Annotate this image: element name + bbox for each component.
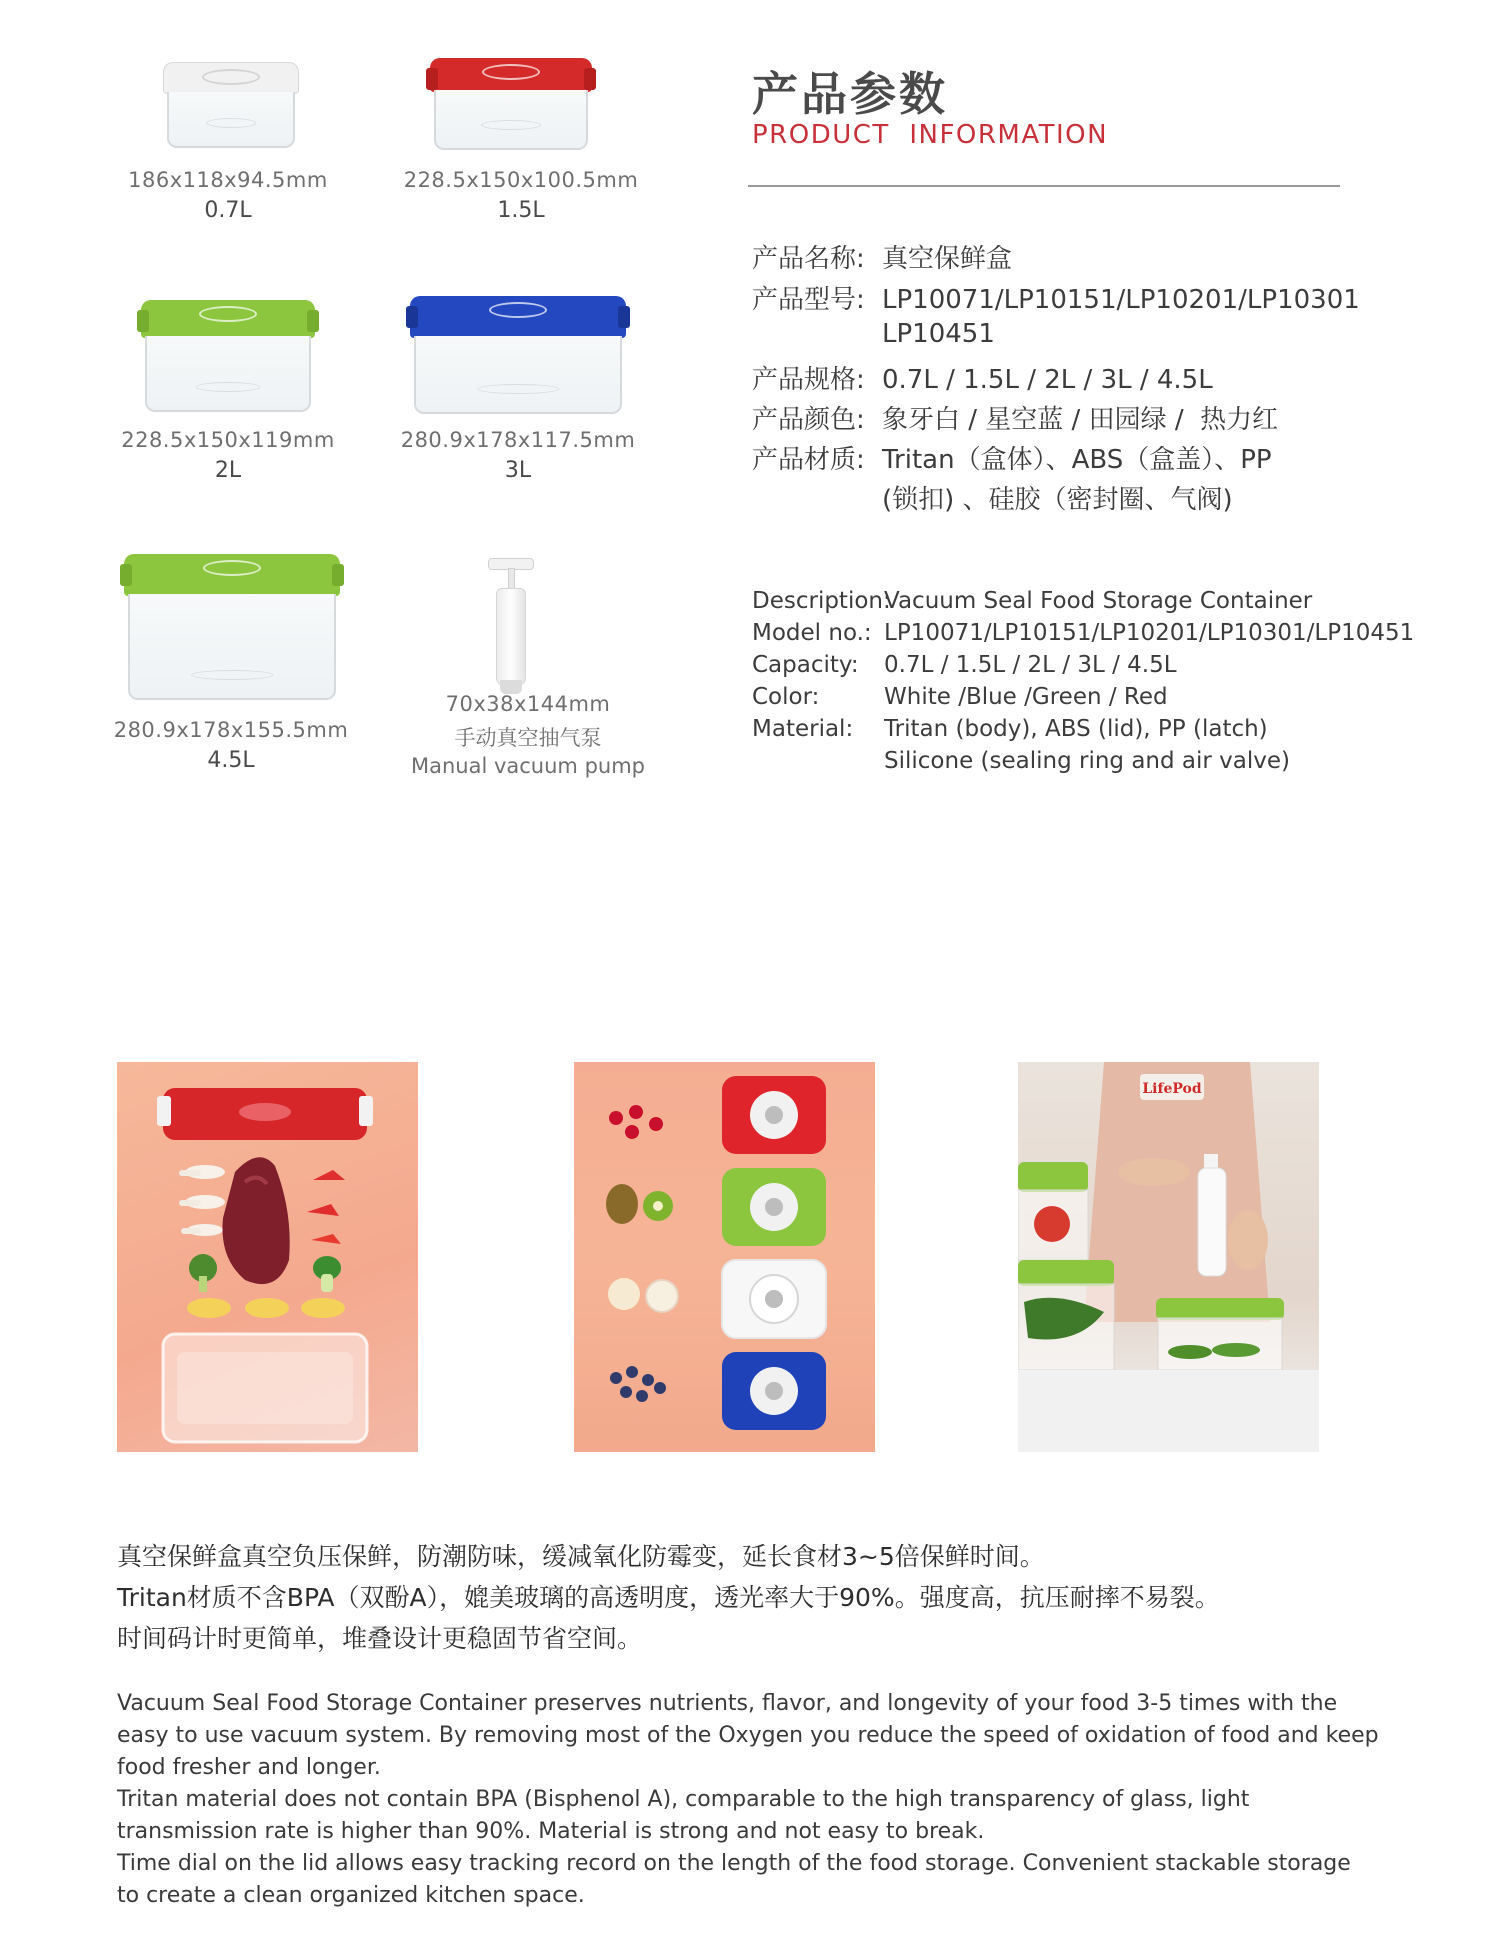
product-3l (398, 428, 638, 483)
container-image-3l (410, 296, 626, 414)
product-dimensions: 280.9x178x155.5mm (113, 718, 349, 742)
spec-en-color (752, 684, 1168, 710)
spec-cn-model-cont: LP10451 (882, 319, 995, 349)
spec-value: 0.7L / 1.5L / 2L / 3L / 4.5L (882, 365, 1213, 395)
spec-label: Color: (752, 684, 820, 710)
description-en-line-6: Time dial on the lid allows easy tracking record on the length of the food storage. Convenient stackable storage (117, 1851, 1351, 1876)
product-dimensions: 280.9x178x117.5mm (400, 428, 636, 452)
spec-label: 产品规格: (752, 365, 865, 395)
product-capacity: 4.5L (207, 748, 255, 773)
product-dimensions: 228.5x150x100.5mm (403, 168, 639, 192)
spec-label: 产品颜色: (752, 405, 865, 435)
description-en-line-3: food fresher and longer. (117, 1755, 381, 1780)
container-image-1-5l (430, 58, 592, 150)
spec-value: Vacuum Seal Food Storage Container (884, 588, 1313, 614)
product-capacity: 1.5L (497, 198, 545, 223)
spec-en-description (752, 588, 1312, 614)
description-en-line-1: Vacuum Seal Food Storage Container preserves nutrients, flavor, and longevity of your food 3-5 times with the (117, 1691, 1338, 1716)
product-1-5l (401, 168, 641, 223)
container-lid (410, 296, 626, 338)
spec-en-material (752, 716, 1268, 742)
spec-label: 产品型号: (752, 285, 865, 315)
spec-label: 产品名称: (752, 244, 865, 274)
spec-en-material-cont: Silicone (sealing ring and air valve) (884, 748, 1290, 774)
spec-label: Material: (752, 716, 854, 742)
spec-label: Description: (752, 588, 891, 614)
vacuum-pump-image (488, 558, 534, 698)
product-capacity: 2L (214, 458, 242, 483)
title-cn: 产品参数 (752, 67, 948, 121)
photo-pump-in-use (1018, 1062, 1319, 1452)
product-2l (118, 428, 338, 483)
container-image-2l (141, 300, 315, 412)
title-en: PRODUCT INFORMATION (752, 120, 1109, 150)
spec-value: 0.7L / 1.5L / 2L / 3L / 4.5L (884, 652, 1177, 678)
photo-colored-lids (574, 1062, 875, 1452)
product-0-7l (118, 168, 338, 223)
description-en-line-7: to create a clean organized kitchen space. (117, 1883, 585, 1908)
pump-dimensions: 70x38x144mm (445, 692, 611, 716)
spec-cn-name (752, 238, 1012, 275)
spec-value: 象牙白 / 星空蓝 / 田园绿 / 热力红 (882, 405, 1279, 435)
spec-label: Model no.: (752, 620, 872, 646)
pump-name-en: Manual vacuum pump (410, 754, 645, 778)
product-dimensions: 186x118x94.5mm (128, 168, 328, 192)
product-capacity: 3L (504, 458, 532, 483)
spec-value: White /Blue /Green / Red (884, 684, 1168, 710)
container-image-0-7l (163, 62, 299, 148)
container-lid (141, 300, 315, 338)
container-lid (124, 554, 340, 596)
description-cn-line-1: 真空保鲜盒真空负压保鲜，防潮防味，缓减氧化防霉变，延长食材3~5倍保鲜时间。 (117, 1542, 1045, 1571)
description-en-line-5: transmission rate is higher than 90%. Material is strong and not easy to break. (117, 1819, 985, 1844)
spec-value: 真空保鲜盒 (882, 244, 1013, 274)
spec-value: LP10071/LP10151/LP10201/LP10301 (882, 285, 1360, 315)
spec-cn-material-cont: (锁扣) 、硅胶（密封圈、气阀) (882, 485, 1233, 515)
spec-cn-material (752, 439, 1272, 476)
pump-name-cn: 手动真空抽气泵 (454, 726, 602, 750)
photo3-logo: LifePod (1142, 1081, 1202, 1097)
product-pump (398, 692, 658, 778)
spec-en-capacity (752, 652, 1177, 678)
spec-cn-model (752, 279, 1360, 316)
container-image-4-5l (124, 554, 340, 700)
spec-label: Capacity: (752, 652, 859, 678)
spec-value: LP10071/LP10151/LP10201/LP10301/LP10451 (884, 620, 1415, 646)
container-lid (163, 62, 299, 94)
spec-cn-color (752, 399, 1278, 436)
divider (748, 185, 1340, 187)
description-en-line-4: Tritan material does not contain BPA (Bisphenol A), comparable to the high transparency of glass, light (117, 1787, 1250, 1812)
spec-en-model (752, 620, 1414, 646)
spec-cn-size (752, 359, 1213, 396)
photo-food-layout (117, 1062, 418, 1452)
spec-value: Tritan (body), ABS (lid), PP (latch) (884, 716, 1268, 742)
description-en-line-2: easy to use vacuum system. By removing most of the Oxygen you reduce the speed of oxidation of food and keep (117, 1723, 1379, 1748)
spec-label: 产品材质: (752, 445, 865, 475)
product-4-5l (106, 718, 356, 773)
spec-value: Tritan（盒体）、ABS（盒盖）、PP (882, 445, 1272, 475)
description-cn-line-2: Tritan材质不含BPA（双酚A），媲美玻璃的高透明度，透光率大于90%。强度高，抗压耐摔不易裂。 (117, 1583, 1220, 1612)
description-cn-line-3: 时间码计时更简单，堆叠设计更稳固节省空间。 (117, 1624, 643, 1653)
product-capacity: 0.7L (204, 198, 252, 223)
container-lid (430, 58, 592, 92)
product-dimensions: 228.5x150x119mm (121, 428, 335, 452)
